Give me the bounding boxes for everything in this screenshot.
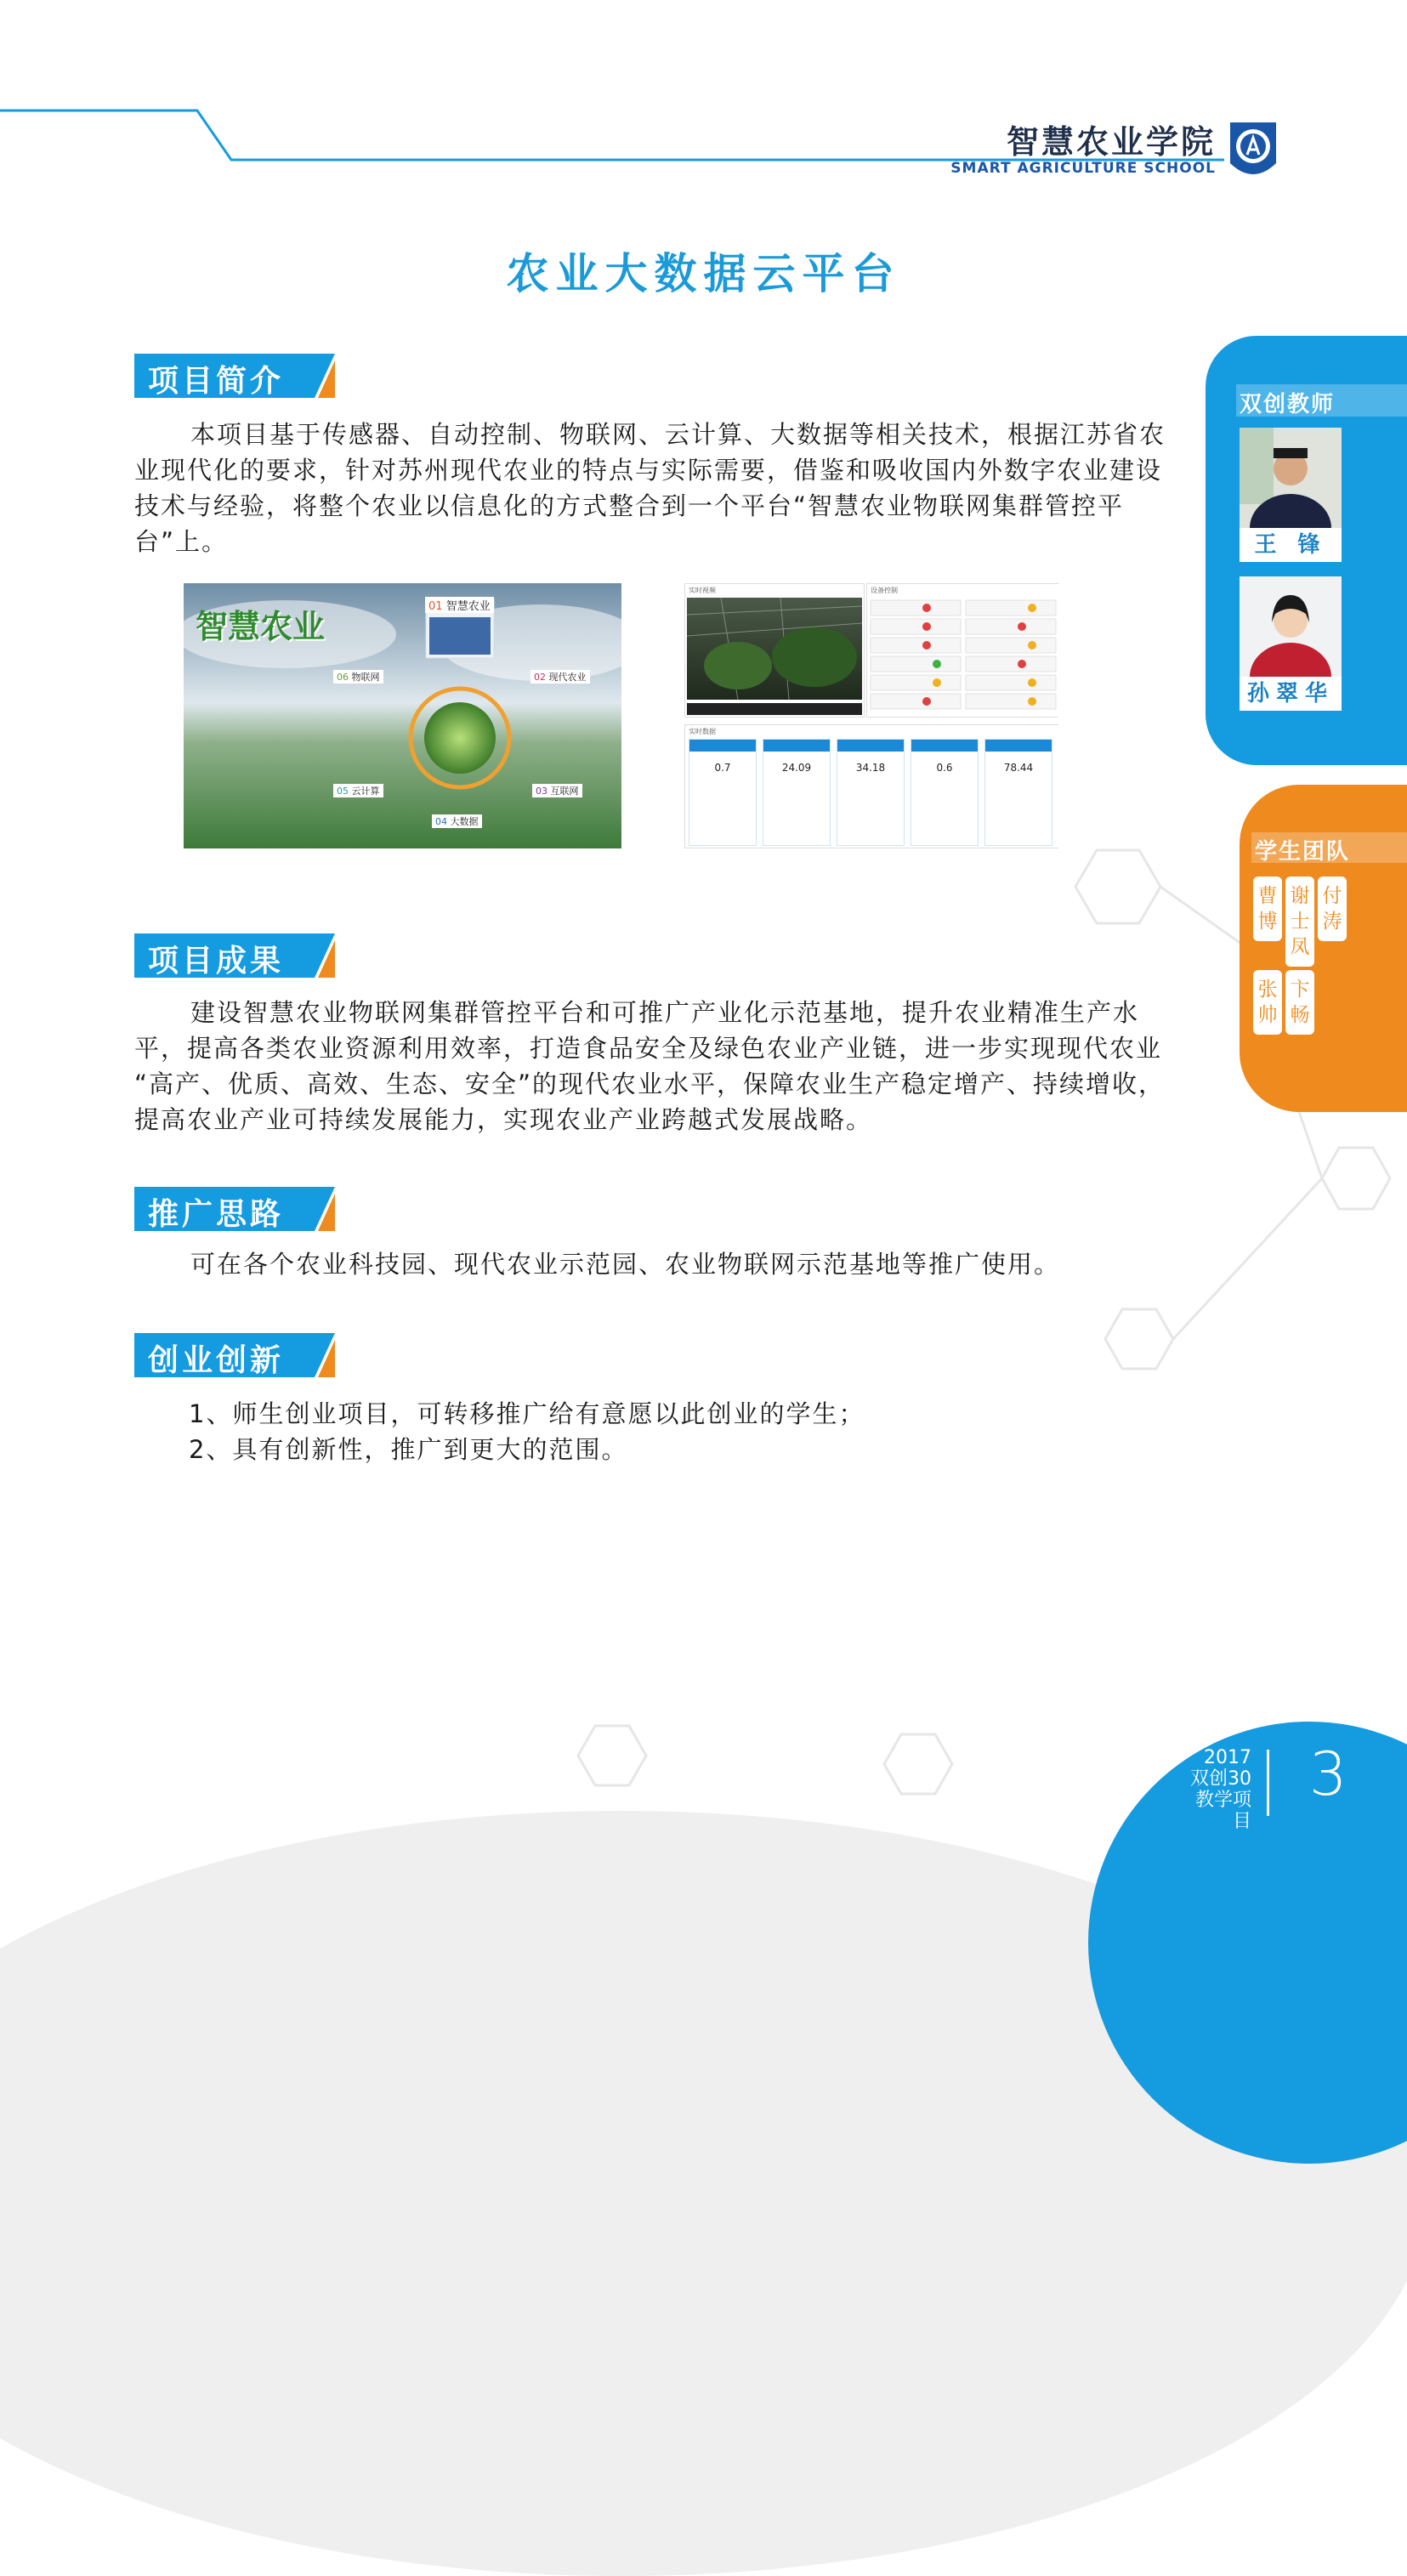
infographic-node-05: 05 云计算	[333, 784, 383, 797]
promotion-paragraph	[134, 1246, 1177, 1282]
promotion-text: 可在各个农业科技园、现代农业示范园、农业物联网示范基地等推广使用。	[190, 1250, 1061, 1279]
teacher-photo	[1240, 428, 1342, 562]
teacher-portrait-icon	[1240, 576, 1342, 677]
section-heading-innovation	[134, 1333, 335, 1377]
results-text: 建设智慧农业物联网集群管控平台和可推广产业化示范基地，提升农业精准生产水平，提高各类农业资源利用效率，打造食品安全及绿色农业产业链，进一步实现现代农业 “高产、优质、高效、生态、安全”的现代农业水平，保障农业生产稳定增产、持续增收，提高农业产业可持续发展能力，实现农业产业跨越式发展战略。	[134, 998, 1166, 1134]
video-controls	[687, 703, 862, 715]
device-control-panel	[866, 583, 1058, 718]
section-heading-promotion	[134, 1187, 335, 1231]
student-sidebar	[1240, 785, 1407, 1112]
brand-name-cn: 智慧农业学院	[1006, 123, 1216, 161]
section-heading-results	[134, 933, 335, 978]
intro-paragraph	[134, 417, 1177, 559]
footer-year: 2017	[1204, 1747, 1251, 1768]
intro-text: 本项目基于传感器、自动控制、物联网、云计算、大数据等相关技术，根据江苏省农业现代化的要求，针对苏州现代农业的特点与实际需要，借鉴和吸收国内外数字农业建设技术与经验，将整个农业以信息化的方式整合到一个平台“智慧农业物联网集群管控平台”上。	[134, 420, 1166, 556]
sensor-card	[689, 739, 757, 846]
school-logo-icon	[1227, 119, 1279, 187]
teacher-photo	[1240, 576, 1342, 711]
device-switches	[867, 597, 1058, 716]
device-control-label: 设备控制	[871, 587, 898, 594]
sensor-value: 0.6	[936, 762, 953, 774]
footer-line1: 双创30	[1190, 1768, 1251, 1790]
student-name: 曹博	[1253, 877, 1282, 941]
footer-divider	[1267, 1750, 1269, 1816]
list-item: 2、具有创新性，推广到更大的范围。	[189, 1435, 628, 1464]
footer-text	[1182, 1747, 1251, 1832]
sensor-card	[984, 739, 1052, 846]
student-name: 谢士凤	[1285, 877, 1314, 967]
innovation-list	[189, 1396, 1124, 1467]
sensor-value: 78.44	[1003, 762, 1034, 774]
brand-name-en: SMART AGRICULTURE SCHOOL	[950, 160, 1216, 177]
platform-dashboard-screenshot	[684, 583, 1058, 848]
infographic-node-01: 01 智慧农业	[425, 597, 494, 613]
teacher-sidebar	[1206, 336, 1407, 765]
list-item: 1、师生创业项目，可转移推广给有意愿以此创业的学生；	[189, 1399, 865, 1428]
section-heading-text: 项目简介	[148, 364, 285, 399]
video-panel	[684, 583, 865, 718]
sensor-value: 24.09	[781, 762, 812, 774]
greenhouse-video	[687, 598, 862, 700]
video-panel-label: 实时视频	[689, 587, 716, 594]
sensor-card	[837, 739, 905, 846]
page-number: 3	[1309, 1739, 1347, 1809]
section-heading-text: 项目成果	[148, 944, 285, 979]
teacher-name: 王 锋	[1240, 528, 1342, 562]
section-heading-intro	[134, 354, 335, 398]
section-heading-text: 创业创新	[148, 1343, 285, 1378]
realtime-data-panel	[684, 724, 1058, 848]
infographic-node-06: 06 物联网	[333, 670, 383, 684]
infographic-logo-text: 智慧农业	[196, 608, 326, 645]
page-title: 农业大数据云平台	[506, 249, 901, 298]
infographic-node-04: 04 大数据	[432, 814, 482, 828]
student-name: 张帅	[1253, 970, 1282, 1035]
student-heading: 学生团队	[1255, 839, 1351, 865]
sensor-card	[911, 739, 979, 846]
section-heading-text: 推广思路	[148, 1197, 285, 1232]
results-paragraph	[134, 995, 1177, 1138]
sensor-value: 34.18	[855, 762, 886, 774]
smart-agriculture-infographic	[184, 583, 621, 848]
infographic-node-03: 03 互联网	[532, 784, 582, 797]
student-name: 付涛	[1318, 877, 1347, 941]
footer-line2: 教学项目	[1194, 1790, 1251, 1832]
realtime-data-label: 实时数据	[689, 728, 716, 735]
school-brand	[950, 124, 1216, 177]
student-name: 卞畅	[1285, 970, 1314, 1035]
sensor-card	[763, 739, 831, 846]
teacher-portrait-icon	[1240, 428, 1342, 528]
teacher-name: 孙翠华	[1240, 677, 1342, 711]
infographic-node-02: 02 现代农业	[530, 670, 590, 684]
sensor-value: 0.7	[714, 762, 731, 774]
teacher-heading: 双创教师	[1240, 392, 1336, 417]
